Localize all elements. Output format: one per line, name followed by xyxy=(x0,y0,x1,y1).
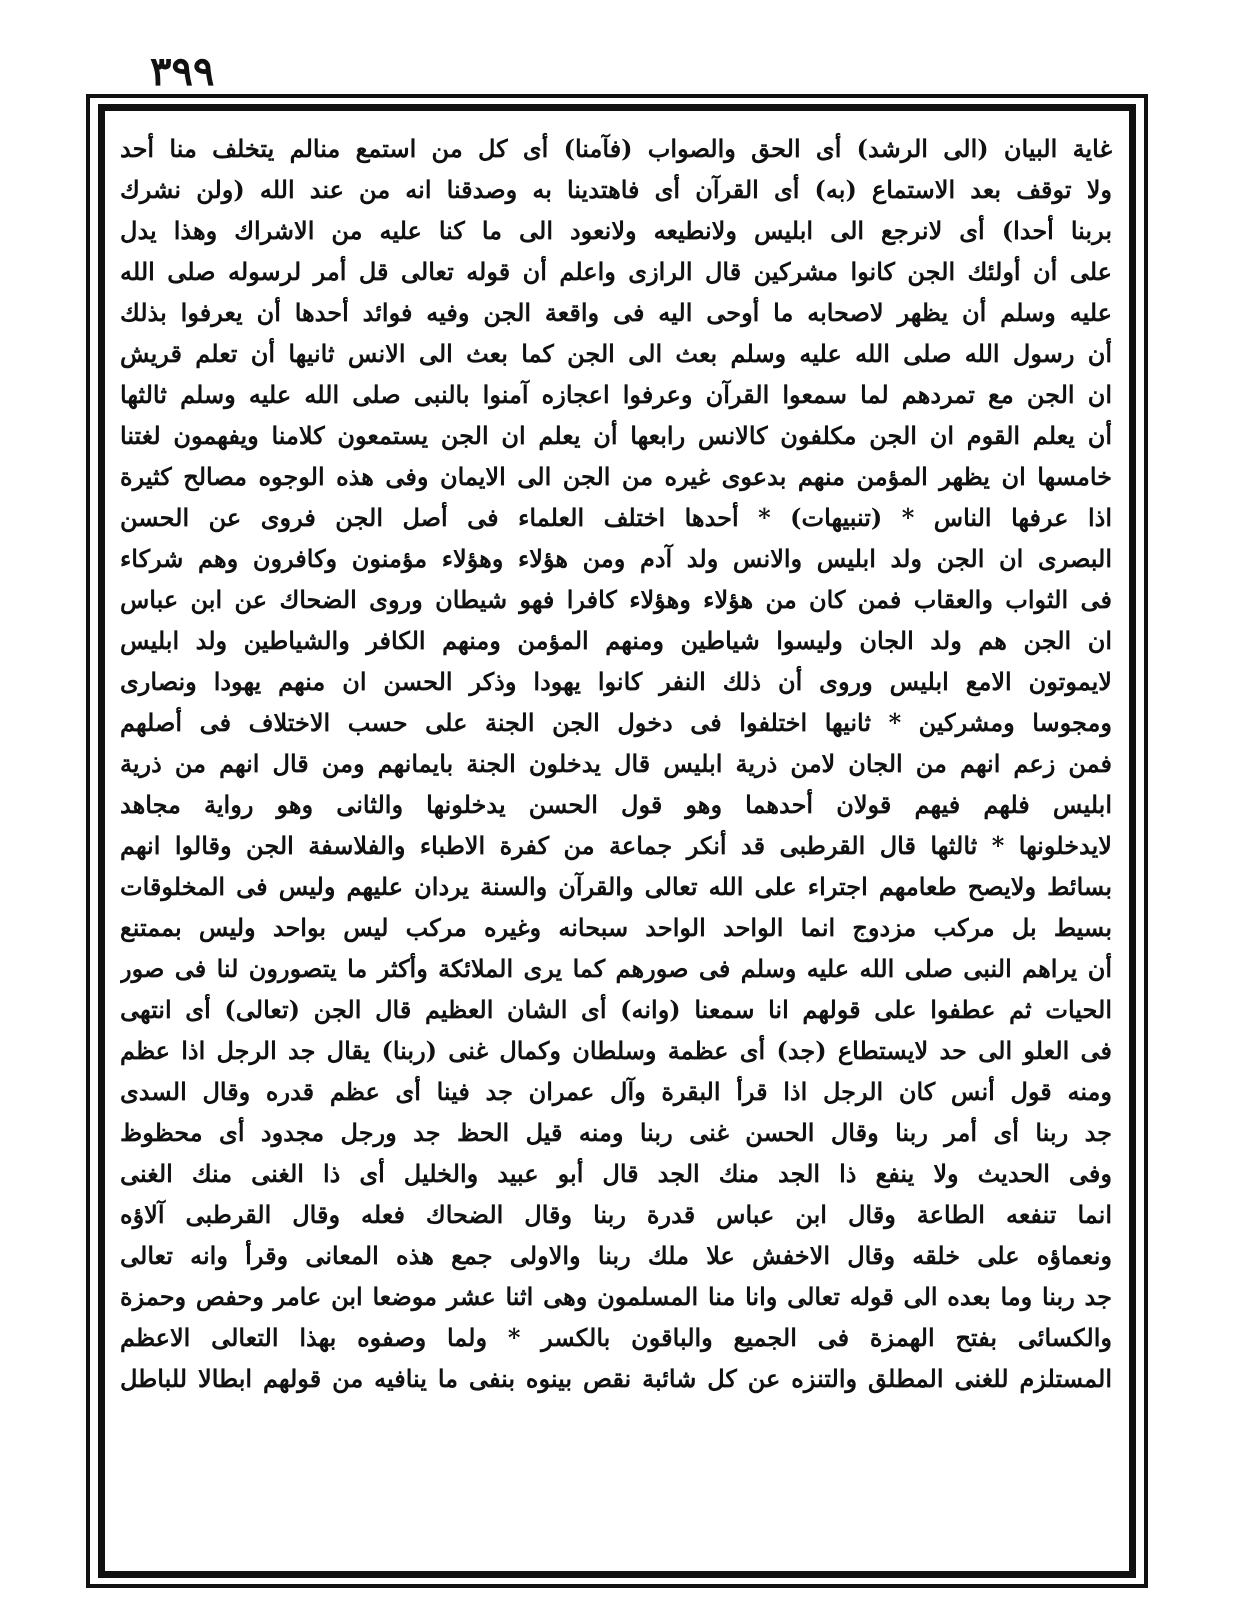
text-line: فى الثواب والعقاب فمن كان من هؤلاء وهؤلاء كافرا فهو شيطان وروى الضحاك عن ابن عباس xyxy=(120,585,1112,614)
text-line: جد ربنا وما بعده الى قوله تعالى وانا منا المسلمون وهى اثنا عشر موضعا ابن عامر وحفص وحمزة xyxy=(120,1282,1112,1311)
text-line: ان الجن مع تمردهم لما سمعوا القرآن وعرفوا اعجازه آمنوا بالنبى صلى الله عليه وسلم ثالثها xyxy=(120,380,1112,409)
text-line: فمن زعم انهم من الجان لامن ذرية ابليس قال يدخلون الجنة بايمانهم ومن قال انهم من ذرية xyxy=(120,749,1112,778)
text-line: ابليس فلهم فيهم قولان أحدهما وهو قول الحسن يدخلونها والثانى وهو رواية مجاهد xyxy=(120,790,1112,819)
text-line: لايدخلونها * ثالثها قال القرطبى قد أنكر جماعة من كفرة الاطباء والفلاسفة الجن وقالوا انهم xyxy=(120,831,1112,860)
text-line: غاية البيان (الى الرشد) أى الحق والصواب (فآمنا) أى كل من استمع منالم يتخلف منا أحد xyxy=(120,134,1112,163)
text-line: جد ربنا أى أمر ربنا وقال الحسن غنى ربنا ومنه قيل الحظ جد ورجل مجدود أى محظوظ xyxy=(120,1118,1112,1147)
text-line: لايموتون الامع ابليس وروى أن ذلك النفر كانوا يهودا وذكر الحسن ان منهم يهودا ونصارى xyxy=(120,667,1112,696)
text-line: ونعماؤه على خلقه وقال الاخفش علا ملك ربنا والاولى جمع هذه المعانى وقرأ وانه تعالى xyxy=(120,1241,1112,1270)
text-line: والكسائى بفتح الهمزة فى الجميع والباقون بالكسر * ولما وصفوه بهذا التعالى الاعظم xyxy=(120,1323,1112,1352)
text-line: ومنه قول أنس كان الرجل اذا قرأ البقرة وآل عمران جد فينا أى عظم قدره وقال السدى xyxy=(120,1077,1112,1106)
text-line: ومجوسا ومشركين * ثانيها اختلفوا فى دخول الجن الجنة على حسب الاختلاف فى أصلهم xyxy=(120,708,1112,737)
text-line: أن رسول الله صلى الله عليه وسلم بعث الى الجن كما بعث الى الانس ثانيها أن تعلم قريش xyxy=(120,339,1112,368)
text-line: خامسها ان يظهر المؤمن منهم بدعوى غيره من الجن الى الايمان وفى هذه الوجوه مصالح كثيرة xyxy=(120,462,1112,491)
page-number: ٣٩٩ xyxy=(150,48,215,95)
text-line: اذا عرفها الناس * (تنبيهات) * أحدها اختلف العلماء فى أصل الجن فروى عن الحسن xyxy=(120,503,1112,532)
text-line: عليه وسلم أن يظهر لاصحابه ما أوحى اليه فى واقعة الجن وفيه فوائد أحدها أن يعرفوا بذلك xyxy=(120,298,1112,327)
text-line: فى العلو الى حد لايستطاع (جد) أى عظمة وسلطان وكمال غنى (ربنا) يقال جد الرجل اذا عظم xyxy=(120,1036,1112,1065)
text-line: ان الجن هم ولد الجان وليسوا شياطين ومنهم المؤمن ومنهم الكافر والشياطين ولد ابليس xyxy=(120,626,1112,655)
text-line: المستلزم للغنى المطلق والتنزه عن كل شائبة نقص بينوه بنفى ما ينافيه من قولهم ابطالا للباطل xyxy=(120,1364,1112,1393)
text-body xyxy=(120,128,1112,1560)
text-line: بسائط ولايصح طعامهم اجتراء على الله تعالى والقرآن والسنة يردان عليهم وليس فى المخلوقات xyxy=(120,872,1112,901)
text-line: على أن أولئك الجن كانوا مشركين قال الرازى واعلم أن قوله تعالى قل أمر لرسوله صلى الله xyxy=(120,257,1112,286)
text-line: أن يراهم النبى صلى الله عليه وسلم فى صورهم كما يرى الملائكة وأكثر ما يتصورون لنا فى صور xyxy=(120,954,1112,983)
text-line: ولا توقف بعد الاستماع (به) أى القرآن أى فاهتدينا به وصدقنا انه من عند الله (ولن نشرك xyxy=(120,175,1112,204)
text-line: وفى الحديث ولا ينفع ذا الجد منك الجد قال أبو عبيد والخليل أى ذا الغنى منك الغنى xyxy=(120,1159,1112,1188)
text-line: الحيات ثم عطفوا على قولهم انا سمعنا (وانه) أى الشان العظيم قال الجن (تعالى) أى انتهى xyxy=(120,995,1112,1024)
text-line: بربنا أحدا) أى لانرجع الى ابليس ولانطيعه ولانعود الى ما كنا عليه من الاشراك وهذا يدل xyxy=(120,216,1112,245)
text-line: بسيط بل مركب مزدوج انما الواحد الواحد سبحانه وغيره مركب ليس بواحد وليس بممتنع xyxy=(120,913,1112,942)
text-line: البصرى ان الجن ولد ابليس والانس ولد آدم ومن هؤلاء وهؤلاء مؤمنون وكافرون وهم شركاء xyxy=(120,544,1112,573)
text-line: أن يعلم القوم ان الجن مكلفون كالانس رابعها أن يعلم ان الجن يستمعون كلامنا ويفهمون لغتنا xyxy=(120,421,1112,450)
text-line: انما تنفعه الطاعة وقال ابن عباس قدرة ربنا وقال الضحاك فعله وقال القرطبى آلاؤه xyxy=(120,1200,1112,1229)
